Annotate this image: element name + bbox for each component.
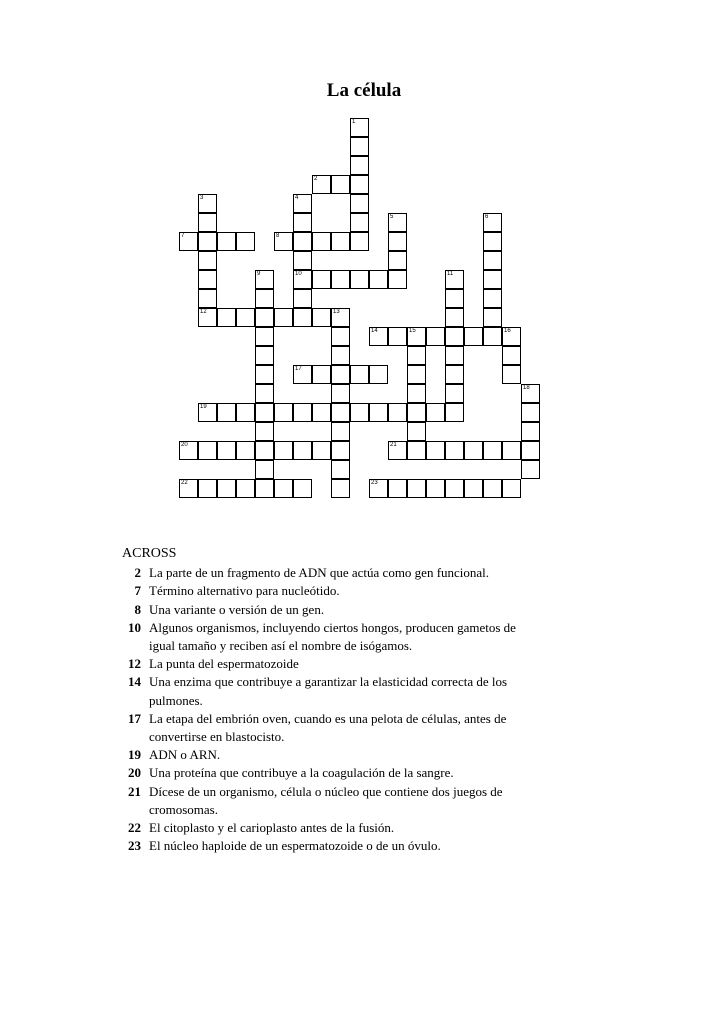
clue-number-label: 21 [390,442,397,448]
grid-cell[interactable] [350,213,369,232]
grid-cell[interactable] [464,441,483,460]
clue-item [122,673,542,709]
grid-cell[interactable] [331,441,350,460]
clue-item [122,764,542,782]
grid-cell[interactable] [293,365,312,384]
clue-text: El núcleo haploide de un espermatozoide o de un óvulo. [149,838,441,854]
clue-number-label: 12 [200,309,207,315]
clue-item [122,564,542,582]
grid-cell[interactable] [445,289,464,308]
clue-number-label: 4 [295,195,299,201]
clue-number-label: 11 [447,271,454,277]
grid-cell[interactable] [502,327,521,346]
grid-cell[interactable] [331,365,350,384]
grid-cell[interactable] [502,441,521,460]
grid-cell[interactable] [255,270,274,289]
clue-text: Dícese de un organismo, célula o núcleo que contiene dos juegos de cromosomas. [149,783,503,817]
clue-number-label: 19 [200,404,207,410]
grid-cell[interactable] [198,194,217,213]
grid-cell[interactable] [483,213,502,232]
grid-cell[interactable] [426,327,445,346]
grid-cell[interactable] [331,384,350,403]
clue-item [122,783,542,819]
grid-cell[interactable] [445,327,464,346]
grid-cell[interactable] [445,479,464,498]
clue-number-label: 22 [181,480,188,486]
grid-cell[interactable] [483,327,502,346]
grid-cell[interactable] [217,403,236,422]
grid-cell[interactable] [483,251,502,270]
grid-cell[interactable] [179,232,198,251]
grid-cell[interactable] [198,213,217,232]
grid-cell[interactable] [293,308,312,327]
grid-cell[interactable] [198,232,217,251]
grid-cell[interactable] [388,270,407,289]
clue-number: 10 [128,619,141,635]
grid-cell[interactable] [293,403,312,422]
grid-cell[interactable] [388,232,407,251]
clue-item [122,837,542,855]
clue-item [122,619,542,655]
grid-cell[interactable] [255,365,274,384]
clue-number: 7 [134,583,141,599]
grid-cell[interactable] [274,308,293,327]
clue-number-label: 14 [371,328,378,334]
clue-number: 12 [128,656,141,672]
grid-cell[interactable] [388,403,407,422]
clue-text: Una variante o versión de un gen. [149,601,325,617]
grid-cell[interactable] [293,441,312,460]
grid-cell[interactable] [369,270,388,289]
clue-number-label: 23 [371,480,378,486]
grid-cell[interactable] [293,289,312,308]
clue-number-label: 3 [200,195,204,201]
grid-cell[interactable] [502,346,521,365]
grid-cell[interactable] [445,346,464,365]
grid-cell[interactable] [274,441,293,460]
grid-cell[interactable] [445,365,464,384]
grid-cell[interactable] [407,327,426,346]
grid-cell[interactable] [388,213,407,232]
clue-number: 19 [128,747,141,763]
grid-cell[interactable] [236,441,255,460]
grid-cell[interactable] [293,194,312,213]
grid-cell[interactable] [426,441,445,460]
clue-text: Una enzima que contribuye a garantizar la elasticidad correcta de los pulmones. [149,674,508,708]
grid-cell[interactable] [502,365,521,384]
clue-text: Una proteína que contribuye a la coagulación de la sangre. [149,765,454,781]
grid-cell[interactable] [274,403,293,422]
clue-item [122,601,542,619]
grid-cell[interactable] [274,479,293,498]
clue-number: 17 [128,710,141,726]
grid-cell[interactable] [388,251,407,270]
grid-cell[interactable] [255,479,274,498]
grid-cell[interactable] [312,365,331,384]
clue-text: La etapa del embrión oven, cuando es una pelota de células, antes de convertirse en blastocisto. [149,710,507,745]
grid-cell[interactable] [274,232,293,251]
grid-cell[interactable] [293,251,312,270]
grid-cell[interactable] [331,270,350,289]
grid-cell[interactable] [445,441,464,460]
grid-cell[interactable] [217,479,236,498]
grid-cell[interactable] [293,213,312,232]
clue-number-label: 18 [523,385,530,391]
grid-cell[interactable] [236,403,255,422]
grid-cell[interactable] [255,346,274,365]
grid-cell[interactable] [445,403,464,422]
grid-cell[interactable] [217,232,236,251]
clue-number-label: 15 [409,328,416,334]
grid-cell[interactable] [331,327,350,346]
grid-cell[interactable] [407,479,426,498]
clue-number-label: 16 [504,328,511,334]
grid-cell[interactable] [293,270,312,289]
clue-item [122,746,542,764]
grid-cell[interactable] [350,403,369,422]
grid-cell[interactable] [350,365,369,384]
grid-cell[interactable] [331,479,350,498]
clue-number-label: 5 [390,214,394,220]
clue-list [122,564,542,855]
grid-cell[interactable] [236,308,255,327]
clue-item [122,819,542,837]
grid-cell[interactable] [312,441,331,460]
page-title: La célula [326,80,402,101]
clue-item [122,710,542,746]
grid-cell[interactable] [464,479,483,498]
grid-cell[interactable] [312,270,331,289]
grid-cell[interactable] [464,327,483,346]
grid-cell[interactable] [502,479,521,498]
clue-number: 14 [128,674,141,690]
grid-cell[interactable] [407,346,426,365]
grid-cell[interactable] [388,441,407,460]
grid-cell[interactable] [369,479,388,498]
clue-text: ADN o ARN. [149,747,221,763]
grid-cell[interactable] [407,365,426,384]
clue-number: 2 [134,565,141,581]
grid-cell[interactable] [407,403,426,422]
clue-number: 20 [128,765,141,781]
grid-cell[interactable] [198,403,217,422]
grid-cell[interactable] [407,384,426,403]
grid-cell[interactable] [521,403,540,422]
grid-cell[interactable] [369,365,388,384]
grid-cell[interactable] [483,441,502,460]
grid-cell[interactable] [369,403,388,422]
grid-cell[interactable] [369,327,388,346]
clue-number-label: 6 [485,214,489,220]
clue-number: 23 [128,838,141,854]
grid-cell[interactable] [198,251,217,270]
grid-cell[interactable] [198,479,217,498]
grid-cell[interactable] [179,441,198,460]
clue-text: Término alternativo para nucleótido. [149,583,340,599]
clue-number-label: 8 [276,233,280,239]
grid-cell[interactable] [236,232,255,251]
grid-cell[interactable] [483,289,502,308]
clue-number-label: 9 [257,271,261,277]
grid-cell[interactable] [350,232,369,251]
grid-cell[interactable] [445,384,464,403]
grid-cell[interactable] [198,308,217,327]
grid-cell[interactable] [331,346,350,365]
grid-cell[interactable] [293,479,312,498]
grid-cell[interactable] [521,384,540,403]
grid-cell[interactable] [331,175,350,194]
grid-cell[interactable] [483,270,502,289]
grid-cell[interactable] [293,232,312,251]
clue-number-label: 10 [295,271,302,277]
grid-cell[interactable] [445,270,464,289]
grid-cell[interactable] [331,232,350,251]
grid-cell[interactable] [407,441,426,460]
grid-cell[interactable] [521,460,540,479]
clue-number-label: 13 [333,309,340,315]
grid-cell[interactable] [255,460,274,479]
grid-cell[interactable] [255,327,274,346]
grid-cell[interactable] [388,479,407,498]
clue-number-label: 2 [314,176,318,182]
clue-text: La parte de un fragmento de ADN que actúa como gen funcional. [149,565,490,581]
clue-number: 22 [128,820,141,836]
grid-cell[interactable] [255,441,274,460]
grid-cell[interactable] [198,289,217,308]
clue-text: La punta del espermatozoide [149,656,299,672]
grid-cell[interactable] [407,422,426,441]
clue-number-label: 17 [295,366,302,372]
clue-number: 8 [134,601,141,617]
clue-number-label: 7 [181,233,185,239]
grid-cell[interactable] [350,194,369,213]
grid-cell[interactable] [331,403,350,422]
grid-cell[interactable] [217,308,236,327]
clue-number: 21 [128,783,141,799]
grid-cell[interactable] [255,422,274,441]
grid-cell[interactable] [217,441,236,460]
clue-text: El citoplasto y el carioplasto antes de la fusión. [149,820,395,836]
grid-cell[interactable] [483,479,502,498]
grid-cell[interactable] [350,270,369,289]
across-heading: ACROSS [122,546,177,561]
grid-cell[interactable] [312,175,331,194]
grid-cell[interactable] [236,479,255,498]
grid-cell[interactable] [426,403,445,422]
grid-cell[interactable] [255,384,274,403]
clue-item [122,655,542,673]
grid-cell[interactable] [483,308,502,327]
grid-cell[interactable] [521,441,540,460]
clue-number-label: 20 [181,442,188,448]
grid-cell[interactable] [483,232,502,251]
grid-cell[interactable] [312,403,331,422]
grid-cell[interactable] [312,232,331,251]
grid-cell[interactable] [350,118,369,137]
grid-cell[interactable] [350,137,369,156]
grid-cell[interactable] [445,308,464,327]
grid-cell[interactable] [331,422,350,441]
clue-text: Algunos organismos, incluyendo ciertos hongos, producen gametos de igual tamaño y reciben así el nombre de isógamos. [149,619,516,654]
clue-number-label: 1 [352,119,356,125]
grid-cell[interactable] [350,156,369,175]
grid-cell[interactable] [331,308,350,327]
grid-cell[interactable] [255,308,274,327]
grid-cell[interactable] [350,175,369,194]
grid-cell[interactable] [426,479,445,498]
grid-cell[interactable] [198,270,217,289]
grid-cell[interactable] [521,422,540,441]
across-clues [122,545,542,855]
grid-cell[interactable] [312,308,331,327]
grid-cell[interactable] [255,289,274,308]
grid-cell[interactable] [331,460,350,479]
grid-cell[interactable] [198,441,217,460]
grid-cell[interactable] [255,403,274,422]
clue-item [122,582,542,600]
grid-cell[interactable] [179,479,198,498]
grid-cell[interactable] [388,327,407,346]
